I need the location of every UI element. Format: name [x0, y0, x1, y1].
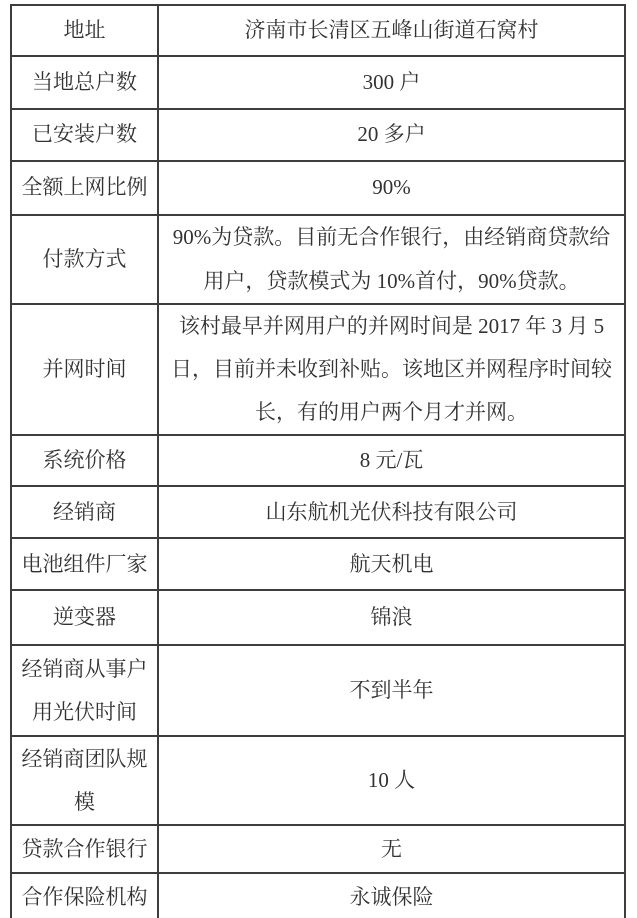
row-label: 系统价格 [11, 435, 158, 486]
row-label: 当地总户数 [11, 56, 158, 109]
row-label: 经销商团队规模 [11, 736, 158, 825]
row-label: 地址 [11, 5, 158, 56]
row-value: 永诚保险 [158, 873, 625, 918]
row-value: 锦浪 [158, 590, 625, 645]
table-row [11, 538, 625, 590]
row-label: 贷款合作银行 [11, 825, 158, 873]
table-row [11, 215, 625, 304]
row-label: 合作保险机构 [11, 873, 158, 918]
row-value: 20 多户 [158, 109, 625, 161]
table-row [11, 590, 625, 645]
row-label: 付款方式 [11, 215, 158, 304]
table-row [11, 736, 625, 825]
row-value: 8 元/瓦 [158, 435, 625, 486]
table-row [11, 645, 625, 736]
info-table-body [11, 5, 625, 918]
row-value: 该村最早并网用户的并网时间是 2017 年 3 月 5 日，目前并未收到补贴。该地区并网程序时间较长，有的用户两个月才并网。 [158, 304, 625, 435]
row-value: 90% [158, 161, 625, 215]
row-label: 已安装户数 [11, 109, 158, 161]
table-row [11, 873, 625, 918]
table-row [11, 304, 625, 435]
table-row [11, 161, 625, 215]
row-value: 山东航机光伏科技有限公司 [158, 486, 625, 538]
table-row [11, 5, 625, 56]
row-value: 济南市长清区五峰山街道石窝村 [158, 5, 625, 56]
table-row [11, 109, 625, 161]
row-label: 经销商 [11, 486, 158, 538]
table-row [11, 435, 625, 486]
table-row [11, 486, 625, 538]
row-label: 经销商从事户用光伏时间 [11, 645, 158, 736]
row-value: 航天机电 [158, 538, 625, 590]
row-label: 电池组件厂家 [11, 538, 158, 590]
info-table [10, 4, 626, 918]
row-value: 300 户 [158, 56, 625, 109]
row-label: 并网时间 [11, 304, 158, 435]
row-label: 逆变器 [11, 590, 158, 645]
row-value: 不到半年 [158, 645, 625, 736]
row-value: 90%为贷款。目前无合作银行，由经销商贷款给用户，贷款模式为 10%首付，90%贷款。 [158, 215, 625, 304]
table-row [11, 56, 625, 109]
table-row [11, 825, 625, 873]
row-label: 全额上网比例 [11, 161, 158, 215]
row-value: 10 人 [158, 736, 625, 825]
document-page [0, 4, 637, 918]
row-value: 无 [158, 825, 625, 873]
